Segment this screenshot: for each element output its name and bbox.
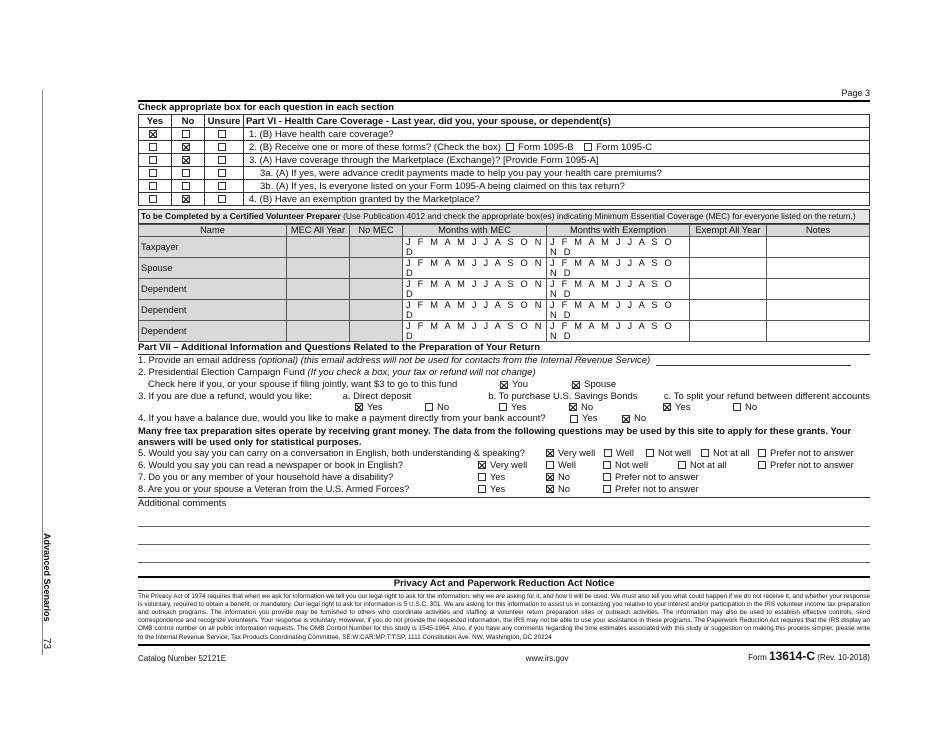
table-row [139,141,870,154]
checkbox-q6-prefer[interactable] [758,461,766,469]
col-unsure: Unsure [205,115,244,128]
privacy-title: Privacy Act and Paperwork Reduction Act Notice [138,578,870,591]
no-mec-cell[interactable] [350,257,403,278]
section-side-label: Advanced Scenarios [42,533,52,622]
table-row [139,257,870,278]
checkbox-q2-no[interactable] [182,143,190,151]
option-label: Yes [511,401,527,413]
q2-sub-text: Check here if you, or your spouse if filing jointly, want $3 to go to this fund [148,379,458,390]
part6-table [138,114,870,206]
q4-text: 4. If you have a balance due, would you like to make a payment directly from your bank account? [138,413,546,424]
row-label: Dependent [139,320,287,341]
no-mec-cell[interactable] [350,278,403,299]
table-row [139,128,870,141]
option-label: Yes [582,413,598,424]
option-label: Form 1095-C [596,141,653,153]
comment-line[interactable] [138,510,870,527]
checkbox-q4-yes[interactable] [149,195,157,203]
option-label: Prefer not to answer [615,483,699,494]
comments-label: Additional comments [138,497,870,510]
notes-cell[interactable] [767,278,870,299]
checkbox-q1-unsure[interactable] [218,130,226,138]
months-exemption-cell[interactable]: J F M A M J J A S O N D [547,299,690,320]
q7-row [138,471,870,483]
checkbox-q3a-no[interactable] [182,169,190,177]
page-label: Page 3 [138,88,870,102]
comment-line[interactable] [138,545,870,563]
months-exemption-cell[interactable]: J F M A M J J A S O N D [547,278,690,299]
checkbox-q1-no[interactable] [182,130,190,138]
q2-row [138,367,870,379]
q7-text: 7. Do you or any member of your household have a disability? [138,471,394,482]
book-page-number: 73 [41,638,52,650]
form-id: Form 13614-C (Rev. 10-2018) [748,648,870,663]
checkbox-q7-prefer[interactable] [603,473,611,481]
option-label: No [558,483,570,494]
checkbox-payment-no[interactable] [622,415,630,423]
option-label: No [437,401,450,413]
checkbox-q5-prefer[interactable] [758,449,766,457]
col-name: Name [139,225,287,237]
option-label: Not at all [713,447,750,458]
checkbox-q5-not-well[interactable] [646,449,654,457]
option-label: Well [558,459,576,470]
q2-note: (If you check a box, your tax or refund will not change) [307,367,536,378]
no-mec-cell[interactable] [350,236,403,257]
part7-title: Part VII – Additional Information and Questions Related to the Preparation of Your Return [138,342,870,355]
option-label: Well [616,447,634,458]
notes-cell[interactable] [767,236,870,257]
months-mec-cell[interactable]: J F M A M J J A S O N D [403,257,547,278]
checkbox-q4-no[interactable] [182,195,190,203]
q1-text: 1. Provide an email address [138,355,256,366]
q1-note: (optional) (this email address will not be used for contacts from the Internal Revenue Service) [258,355,651,366]
option-label: No [634,413,647,424]
option-label: Yes [490,471,506,482]
col-no: No [172,115,205,128]
option-label: Yes [490,483,506,494]
form-page [138,88,870,663]
option-label: Yes [367,401,383,413]
question-text: 2. (B) Receive one or more of these forms? (Check the box) [249,141,501,153]
table-row [139,278,870,299]
checkbox-q7-no[interactable] [546,473,554,481]
mec-all-year-cell[interactable] [287,278,350,299]
checkbox-q3a-unsure[interactable] [218,169,226,177]
question-text: 3b. (A) If yes, Is everyone listed on your Form 1095-A being claimed on this tax return? [244,180,870,193]
option-label: Spouse [584,379,617,390]
email-field[interactable] [656,356,851,366]
col-no-mec: No MEC [350,225,403,237]
form-number: 13614-C [768,648,815,663]
mec-table [138,224,870,342]
part6-title: Part VI - Health Care Coverage - Last year, did you, your spouse, or dependent(s) [244,115,870,128]
checkbox-split-yes[interactable] [663,403,671,411]
no-mec-cell[interactable] [350,320,403,341]
table-row [139,180,870,193]
table-row [139,154,870,167]
checkbox-q6-not-well[interactable] [603,461,611,469]
checkbox-q2-yes[interactable] [149,143,157,151]
option-label: Prefer not to answer [770,459,854,470]
privacy-text: The Privacy Act of 1974 requires that when we ask for information we tell you our legal right to ask for the information, why we are asking for it, and how it will be used. We must also tell you what could happen if we do not receive it, and whether your response is voluntary, required to obtain a benefit, or mandatory. Our legal right to ask for information is 5 U.S.C. 301. We are asking for this information to assist us in contacting you relative to your interest and/or participation in the IRS volunteer income tax preparation and outreach programs. The information you provide may be furnished to others who coordinate activities and staffing at volunteer return preparation sites or outreach activities. The information may also be used to establish effective controls, send correspondence and recognize volunteers. Your response is voluntary. However, if you do not provide the requested information, the IRS may not be able to use your assistance in these programs. The Paperwork Reduction Act requires that the IRS display an OMB control number on all public information requests. The OMB Control Number for this study is 1545-1964. Also, if you have any comments regarding the time estimates associated with this study or suggestion on making this process simpler, please write to the Internal Revenue Service, Tax Products Coordinating Committee, SE:W:CAR:MP:T:T:SP, 1111 Constitution Ave. NW, Washington, DC 20224 [138,592,870,641]
no-mec-cell[interactable] [350,299,403,320]
option-label: Prefer not to answer [770,447,854,458]
q2-text: 2. Presidential Election Campaign Fund [138,367,305,378]
checkbox-split-no[interactable] [733,403,741,411]
q2-sub-row [138,379,870,391]
months-mec-cell[interactable]: J F M A M J J A S O N D [403,236,547,257]
row-label: Dependent [139,278,287,299]
checkbox-q3a-yes[interactable] [149,169,157,177]
table-row [139,320,870,341]
table-row [139,167,870,180]
question-text: 3. (A) Have coverage through the Marketplace (Exchange)? [Provide Form 1095-A] [244,154,870,167]
question-text: 3a. (A) If yes, were advance credit payments made to help you pay your health care premiums? [244,167,870,180]
option-label: No [745,401,758,413]
catalog-number: Catalog Number 52121E [138,653,227,663]
checkbox-q3b-unsure[interactable] [218,182,226,190]
q8-text: 8. Are you or your spouse a Veteran from the U.S. Armed Forces? [138,483,410,494]
mec-all-year-cell[interactable] [287,299,350,320]
q3a-text: a. Direct deposit [342,390,412,402]
notes-cell[interactable] [767,257,870,278]
checkbox-q3b-no[interactable] [182,182,190,190]
checkbox-q2-unsure[interactable] [218,143,226,151]
checkbox-q7-yes[interactable] [478,473,486,481]
question-text: 4. (B) Have an exemption granted by the Marketplace? [244,193,870,206]
checkbox-campaign-you[interactable] [500,381,508,389]
option-label: Not at all [690,459,727,470]
months-exemption-cell[interactable]: J F M A M J J A S O N D [547,236,690,257]
checkbox-deposit-no[interactable] [425,403,433,411]
q3b-text: b. To purchase U.S. Savings Bonds [488,390,638,402]
col-yes: Yes [139,115,172,128]
months-mec-cell[interactable]: J F M A M J J A S O N D [403,299,547,320]
row-label: Spouse [139,257,287,278]
q4-row [138,413,870,425]
row-label: Taxpayer [139,236,287,257]
checkbox-q1-yes[interactable] [149,130,157,138]
option-label: Not well [658,447,692,458]
footer-url: www.irs.gov [525,653,569,663]
checkbox-q5-very-well[interactable] [546,449,554,457]
checkbox-q5-not-at-all[interactable] [701,449,709,457]
col-months-exemption: Months with Exemption [547,225,690,237]
grant-note: Many free tax preparation sites operate by receiving grant money. The data from the following questions may be used by this site to apply for these grants. Your answers will be used only for statistical purposes. [138,424,852,447]
checkbox-q5-well[interactable] [604,449,612,457]
q3c-text: c. To split your refund between different accounts [663,390,871,402]
table-row [139,193,870,206]
instruction-heading: Check appropriate box for each question in each section [138,102,395,113]
cvp-instruction: (Use Publication 4012 and check the appropriate box(es) indicating Minimum Essential Coverage (MEC) for everyone listed on the return.) [340,211,856,221]
mec-all-year-cell[interactable] [287,236,350,257]
checkbox-q4-unsure[interactable] [218,195,226,203]
checkbox-q3-no[interactable] [182,156,190,164]
checkbox-q3-yes[interactable] [149,156,157,164]
months-mec-cell[interactable]: J F M A M J J A S O N D [403,278,547,299]
table-row [139,236,870,257]
checkbox-q8-no[interactable] [546,485,554,493]
checkbox-form-1095c[interactable] [584,143,592,151]
col-months-mec: Months with MEC [403,225,547,237]
checkbox-q6-not-at-all[interactable] [678,461,686,469]
cvp-title: To be Completed by a Certified Volunteer Preparer [141,211,341,221]
checkbox-q8-prefer[interactable] [603,485,611,493]
q3-row [138,391,870,402]
checkbox-q3-unsure[interactable] [218,156,226,164]
option-label: Very well [490,459,528,470]
option-label: Not well [615,459,649,470]
checkbox-q8-yes[interactable] [478,485,486,493]
checkbox-bonds-no[interactable] [569,403,577,411]
option-label: Very well [558,447,596,458]
col-exempt-all-year: Exempt All Year [690,225,767,237]
col-notes: Notes [767,225,870,237]
q3-options-row [138,402,870,413]
months-exemption-cell[interactable]: J F M A M J J A S O N D [547,257,690,278]
exempt-all-year-cell[interactable] [690,278,767,299]
q3-text: 3. If you are due a refund, would you like: [138,390,312,402]
exempt-all-year-cell[interactable] [690,299,767,320]
comment-line[interactable] [138,527,870,545]
row-label: Dependent [139,299,287,320]
option-label: No [581,401,594,413]
cvp-heading [138,209,870,224]
option-label: You [512,379,529,390]
checkbox-q3b-yes[interactable] [149,182,157,190]
table-row [139,299,870,320]
notes-cell[interactable] [767,320,870,341]
notes-cell[interactable] [767,299,870,320]
mec-all-year-cell[interactable] [287,320,350,341]
option-label: Yes [675,401,691,413]
option-label: Prefer not to answer [615,471,699,482]
checkbox-campaign-spouse[interactable] [572,381,580,389]
checkbox-payment-yes[interactable] [570,415,578,423]
col-mec-all-year: MEC All Year [287,225,350,237]
q1-row [138,355,870,367]
checkbox-q6-well[interactable] [546,461,554,469]
option-label: No [558,471,570,482]
question-text: 1. (B) Have health care coverage? [244,128,870,141]
exempt-all-year-cell[interactable] [690,236,767,257]
exempt-all-year-cell[interactable] [690,257,767,278]
q5-row [138,447,870,459]
checkbox-deposit-yes[interactable] [355,403,363,411]
mec-all-year-cell[interactable] [287,257,350,278]
q6-text: 6. Would you say you can read a newspaper or book in English? [138,459,403,470]
checkbox-q6-very-well[interactable] [478,461,486,469]
checkbox-form-1095b[interactable] [506,143,514,151]
option-label: Form 1095-B [518,141,574,153]
form-revision: (Rev. 10-2018) [814,652,870,662]
q6-row [138,459,870,471]
checkbox-bonds-yes[interactable] [499,403,507,411]
months-exemption-cell[interactable]: J F M A M J J A S O N D [547,320,690,341]
q5-text: 5. Would you say you can carry on a conversation in English, both understanding & speaking? [138,447,525,458]
q8-row [138,483,870,495]
form-footer [138,649,870,663]
months-mec-cell[interactable]: J F M A M J J A S O N D [403,320,547,341]
exempt-all-year-cell[interactable] [690,320,767,341]
